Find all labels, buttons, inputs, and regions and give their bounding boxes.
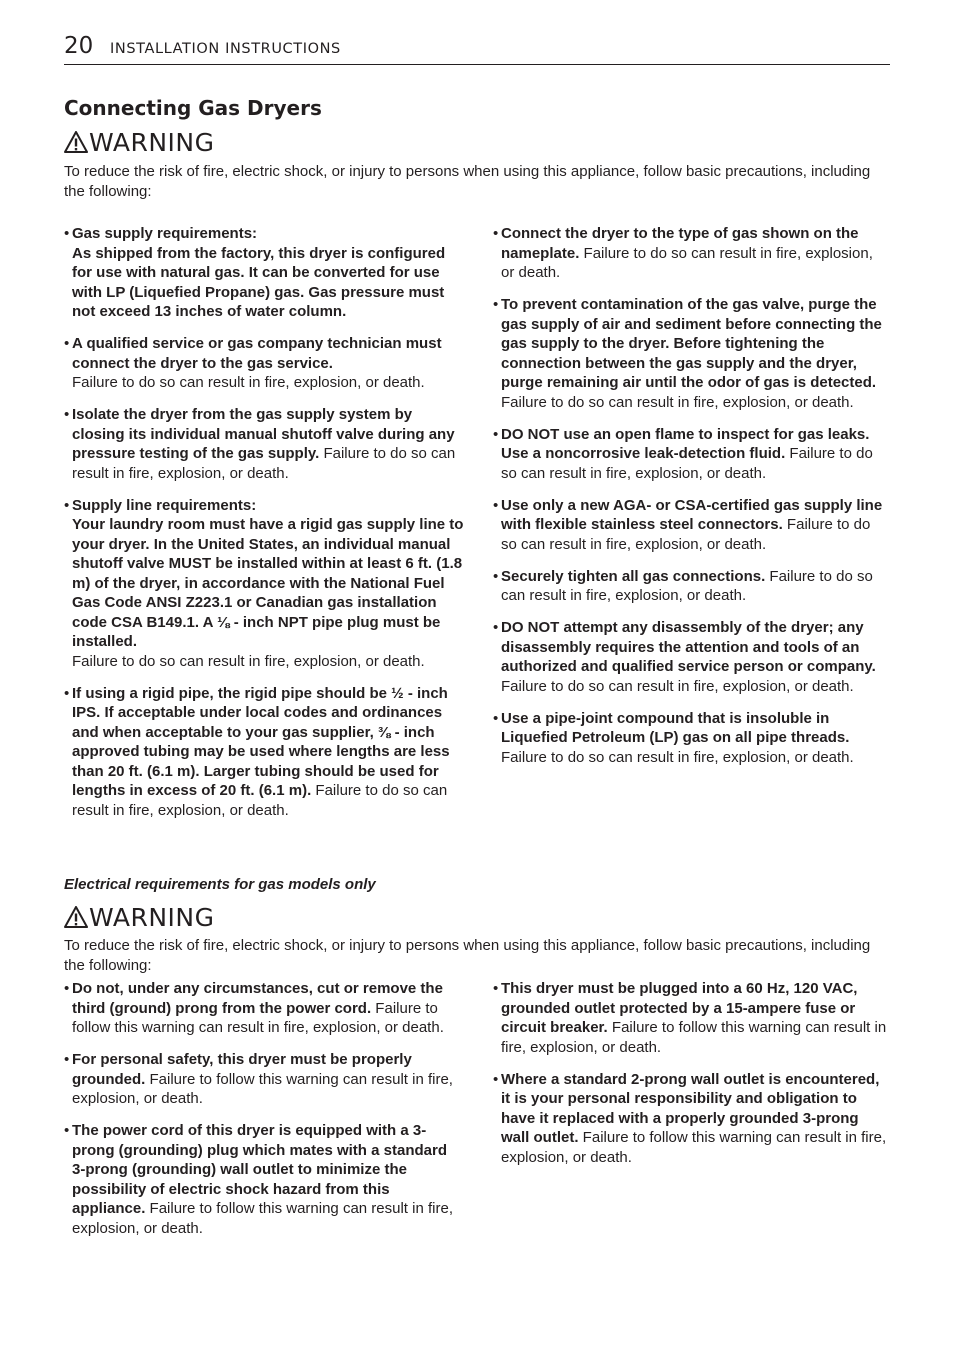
list-item (493, 709, 890, 768)
list-item (493, 618, 890, 696)
warning-bold-text: DO NOT attempt any disassembly of the dryer; any disassembly requires the attention and tools of an authorized and qualified service person or company. (501, 619, 876, 675)
warning-bold-text: A qualified service or gas company technician must connect the dryer to the gas service. (72, 335, 442, 372)
warning-bold-text: Do not, under any circumstances, cut or remove the third (ground) prong from the power cord. (72, 980, 443, 1017)
warning-intro: To reduce the risk of fire, electric shock, or injury to persons when using this appliance, follow basic precautions, including the following: (64, 937, 871, 974)
warning-bold-text: Securely tighten all gas connections. (501, 567, 766, 585)
warning-bold-text: If using a rigid pipe, the rigid pipe should be ½ - inch IPS. If acceptable under local codes and ordinances and when acceptable to your gas supplier, ⅜ - inch approved tubing may be used where lengths are less than 20 ft. (6.1 m). Larger tubing should be used for lengths in excess of 20 ft. (6.1 m). (72, 684, 450, 799)
warning-bold-text: Use only a new AGA- or CSA-certified gas supply line with flexible stainless steel connectors. (501, 496, 883, 533)
electrical-subhead: Electrical requirements for gas models only (64, 876, 376, 893)
warning-triangle-icon (64, 906, 88, 928)
list-item (64, 684, 464, 821)
warning-bold-text: DO NOT use an open flame to inspect for gas leaks. Use a noncorrosive leak-detection fluid. (501, 425, 870, 462)
warning-consequence-text: Failure to do so can result in fire, explosion, or death. (501, 516, 871, 553)
list-item (493, 425, 890, 484)
warning-heading (64, 902, 214, 932)
warning-intro: To reduce the risk of fire, electric shock, or injury to persons when using this appliance, follow basic precautions, including the following: (64, 163, 871, 200)
warning-consequence-text: Failure to do so can result in fire, explosion, or death. (501, 677, 854, 695)
warning-bold-text: Supply line requirements: Your laundry room must have a rigid gas supply line to your dryer. In the United States, an individual manual shutoff valve MUST be installed within at least 6 ft. (1.8 m) of the dryer, in accordance with the National Fuel Gas Code ANSI Z223.1 or Canadian gas installation code CSA B149.1. A ⅛ - inch NPT pipe plug must be installed. (72, 496, 464, 650)
warning-consequence-text: Failure to follow this warning can result in fire, explosion, or death. (72, 1070, 453, 1107)
warning-consequence-text: Failure to follow this warning can result in fire, explosion, or death. (501, 1019, 887, 1056)
warning-bold-text: Gas supply requirements: As shipped from the factory, this dryer is configured for use with natural gas. It can be converted for use with LP (Liquefied Propane) gas. Gas pressure must not exceed 13 inches of water column. (72, 225, 446, 320)
electrical-warnings-left (64, 979, 464, 1251)
warning-consequence-text: Failure to do so can result in fire, explosion, or death. (501, 748, 854, 766)
warning-bold-text: For personal safety, this dryer must be properly grounded. (72, 1051, 412, 1088)
warning-consequence-text: Failure to follow this warning can result in fire, explosion, or death. (501, 1129, 887, 1166)
list-item (493, 1070, 890, 1168)
electrical-warnings-right (493, 979, 890, 1180)
page-header (64, 32, 890, 65)
gas-warnings-right (493, 224, 890, 780)
page-number: 20 (64, 33, 94, 59)
list-item (64, 1121, 464, 1238)
list-item (493, 295, 890, 412)
warning-word: WARNING (89, 902, 215, 932)
warning-heading (64, 127, 214, 157)
warning-bold-text: Use a pipe-joint compound that is insoluble in Liquefied Petroleum (LP) gas on all pipe threads. (501, 709, 850, 746)
warning-bold-text: This dryer must be plugged into a 60 Hz, 120 VAC, grounded outlet protected by a 15-ampere fuse or circuit breaker. (501, 980, 858, 1036)
list-item (64, 979, 464, 1038)
list-item (64, 405, 464, 483)
warning-bold-text: To prevent contamination of the gas valve, purge the gas supply of air and sediment before connecting the gas supply to the dryer. Before tightening the connection between the gas supply and the dryer, purge remaining air until the odor of gas is detected. (501, 296, 882, 391)
warning-consequence-text: Failure to do so can result in fire, explosion, or death. (501, 244, 873, 281)
list-item (493, 567, 890, 606)
warning-consequence-text: Failure to do so can result in fire, explosion, or death. (72, 782, 448, 819)
warning-bold-text: Isolate the dryer from the gas supply system by closing its individual manual shutoff valve during any pressure testing of the gas supply. (72, 406, 455, 462)
list-item (64, 1050, 464, 1109)
warning-consequence-text: Failure to do so can result in fire, explosion, or death. (501, 567, 873, 604)
warning-bold-text: Connect the dryer to the type of gas shown on the nameplate. (501, 225, 859, 262)
warning-consequence-text: Failure to follow this warning can result in fire, explosion, or death. (72, 999, 444, 1036)
list-item (64, 334, 464, 393)
warning-bold-text: The power cord of this dryer is equipped with a 3-prong (grounding) plug which mates with a standard 3-prong (grounding) wall outlet to minimize the possibility of electric shock hazard from this appliance. (72, 1122, 447, 1217)
gas-warnings-left (64, 224, 464, 833)
list-item (64, 224, 464, 322)
warning-consequence-text: Failure to follow this warning can result in fire, explosion, or death. (72, 1200, 453, 1237)
list-item (64, 496, 464, 672)
list-item (493, 496, 890, 555)
list-item (493, 979, 890, 1057)
list-item (493, 224, 890, 283)
warning-word: WARNING (89, 127, 215, 157)
warning-bold-text: Where a standard 2-prong wall outlet is encountered, it is your personal responsibility and obligation to have it replaced with a properly grounded 3-prong wall outlet. (501, 1070, 880, 1146)
warning-consequence-text: Failure to do so can result in fire, explosion, or death. (72, 652, 425, 670)
section-label: INSTALLATION INSTRUCTIONS (110, 41, 341, 57)
section-title: Connecting Gas Dryers (64, 96, 322, 120)
warning-consequence-text: Failure to do so can result in fire, explosion, or death. (72, 445, 456, 482)
warning-triangle-icon (64, 131, 88, 153)
warning-consequence-text: Failure to do so can result in fire, explosion, or death. (501, 393, 854, 411)
warning-consequence-text: Failure to do so can result in fire, explosion, or death. (501, 445, 873, 482)
warning-consequence-text: Failure to do so can result in fire, explosion, or death. (72, 374, 425, 391)
